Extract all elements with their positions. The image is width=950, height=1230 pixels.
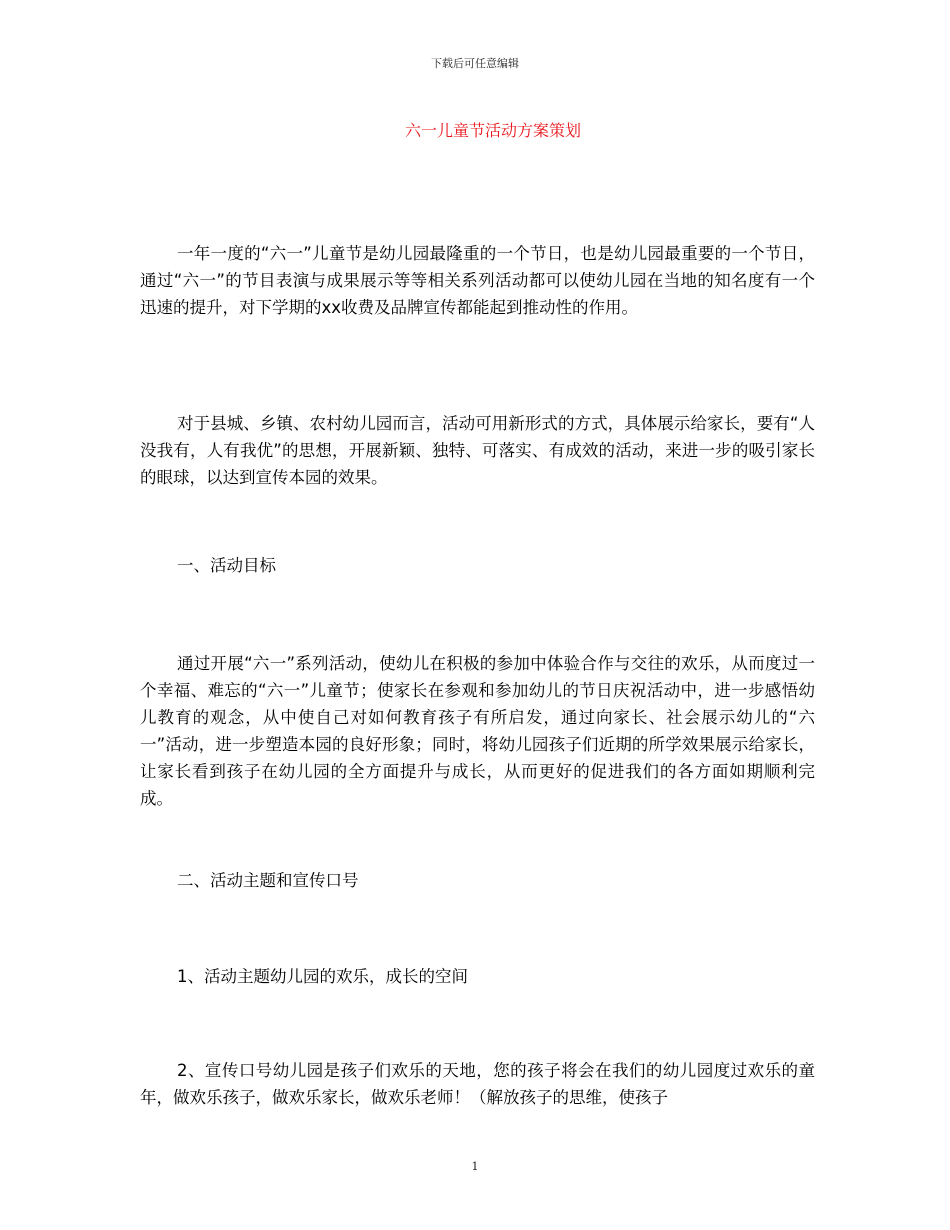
page-number: 1 [471,1160,479,1173]
section2-heading: 二、活动主题和宣传口号 [177,871,359,890]
paragraph-rural: 对于县城、乡镇、农村幼儿园而言，活动可用新形式的方式，具体展示给家长，要有“人没我有，人有我优”的思想，开展新颖、独特、可落实、有成效的活动，来进一步的吸引家长的眼球，以达到宣传本园的效果。 [140,414,815,487]
header-note: 下载后可任意编辑 [431,57,519,70]
paragraph-intro: 一年一度的“六一”儿童节是幼儿园最隆重的一个节日，也是幼儿园最重要的一个节日，通过“六一”的节目表演与成果展示等等相关系列活动都可以使幼儿园在当地的知名度有一个迅速的提升，对下学期的xx收费及品牌宣传都能起到推动性的作用。 [140,244,815,317]
list-item-slogan: 2、宣传口号幼儿园是孩子们欢乐的天地，您的孩子将会在我们的幼儿园度过欢乐的童年，做欢乐孩子，做欢乐家长，做欢乐老师！（解放孩子的思维，使孩子 [140,1061,815,1107]
section1-heading: 一、活动目标 [177,556,276,575]
list-item-theme: 1、活动主题幼儿园的欢乐，成长的空间 [177,967,468,986]
paragraph-section1-body: 通过开展“六一”系列活动，使幼儿在积极的参加中体验合作与交往的欢乐，从而度过一个幸福、难忘的“六一”儿童节；使家长在参观和参加幼儿的节日庆祝活动中，进一步感悟幼儿教育的观念，从中使自己对如何教育孩子有所启发，通过向家长、社会展示幼儿的“六一”活动，进一步塑造本园的良好形象；同时，将幼儿园孩子们近期的所学效果展示给家长，让家长看到孩子在幼儿园的全方面提升与成长，从而更好的促进我们的各方面如期顺利完成。 [140,654,815,808]
document-title: 六一儿童节活动方案策划 [404,121,581,140]
